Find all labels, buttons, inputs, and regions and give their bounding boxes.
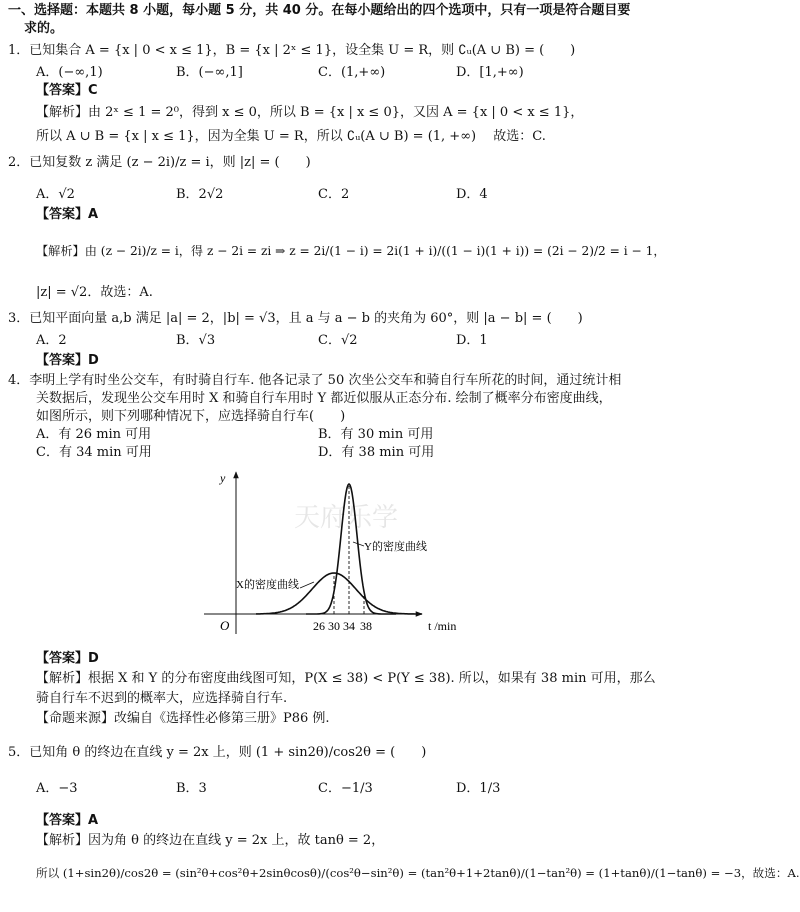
q4-analysis-1: 【解析】根据 X 和 Y 的分布密度曲线图可知，P(X ≤ 38) < P(Y ≤ 38). 所以，如果有 38 min 可用，那么 [36, 671, 656, 686]
q5-option-d: D．1/3 [456, 781, 501, 796]
q2-option-a: A．√2 [36, 187, 75, 202]
q5-answer: 【答案】A [36, 813, 99, 828]
q4-option-a: A．有 26 min 可用 [36, 427, 152, 442]
q4-analysis-2: 骑自行车不迟到的概率大，应选择骑自行车. [36, 691, 288, 706]
q2-stem: 2．已知复数 z 满足 (z − 2i)/z = i，则 |z| = ( ) [8, 155, 311, 170]
section-header-line1: 一、选择题：本题共 8 小题，每小题 5 分，共 40 分。在每小题给出的四个选项中，只有一项是符合题目要 [8, 3, 631, 18]
q2-analysis-2: |z| = √2．故选：A. [36, 285, 153, 300]
q2-option-b: B．2√2 [176, 187, 224, 202]
q4-x-curve-label: X的密度曲线 [236, 579, 299, 591]
q4-origin-label: O [220, 618, 230, 633]
q5-analysis-2: 所以 (1+sin2θ)/cos2θ = (sin²θ+cos²θ+2sinθcosθ)/(cos²θ−sin²θ) = (tan²θ+1+2tanθ)/(1−tan²θ) = (1+tanθ)/(1−tanθ) = −3，故选：A. [36, 866, 800, 880]
q5-stem: 5．已知角 θ 的终边在直线 y = 2x 上，则 (1 + sin2θ)/cos2θ = ( ) [8, 745, 427, 760]
q1-option-b: B．(−∞,1] [176, 65, 243, 80]
section-header-line2: 求的。 [24, 21, 64, 36]
q2-option-d: D．4 [456, 187, 488, 202]
q4-y-axis-label: y [220, 471, 226, 485]
q1-option-a: A．(−∞,1) [36, 65, 103, 80]
q4-source: 【命题来源】改编自《选择性必修第三册》P86 例. [36, 711, 330, 726]
q4-answer: 【答案】D [36, 651, 99, 666]
q4-option-d: D．有 38 min 可用 [318, 445, 435, 460]
q5-option-b: B．3 [176, 781, 207, 796]
q1-analysis-1: 【解析】由 2ˣ ≤ 1 = 2⁰，得到 x ≤ 0，所以 B = {x | x ≤ 0}，又因 A = {x | 0 < x ≤ 1}， [36, 105, 584, 120]
q3-option-c: C．√2 [318, 333, 358, 348]
q2-analysis-1: 【解析】由 (z − 2i)/z = i，得 z − 2i = zi ⇒ z = 2i/(1 − i) = 2i(1 + i)/((1 − i)(1 + i)) = (2i − 2)/2 = i − 1， [36, 244, 666, 258]
q4-density-figure [196, 464, 466, 644]
q5-analysis-1: 【解析】因为角 θ 的终边在直线 y = 2x 上，故 tanθ = 2， [36, 833, 385, 848]
q1-option-d: D．[1,+∞) [456, 65, 524, 80]
q4-stem-1: 4．李明上学有时坐公交车，有时骑自行车. 他各记录了 50 次坐公交车和骑自行车所花的时间，通过统计相 [8, 373, 622, 388]
q4-option-c: C．有 34 min 可用 [36, 445, 152, 460]
q1-analysis-2: 所以 A ∪ B = {x | x ≤ 1}，因为全集 U = R，所以 ∁ᵤ(A ∪ B) = (1, +∞) 故选：C. [36, 129, 546, 144]
q4-x-axis-label: t /min [428, 619, 457, 633]
q1-answer: 【答案】C [36, 83, 98, 98]
q4-tick-30: 30 [328, 619, 340, 633]
q3-stem: 3．已知平面向量 a,b 满足 |a| = 2，|b| = √3，且 a 与 a − b 的夹角为 60°，则 |a − b| = ( ) [8, 311, 583, 326]
q3-option-a: A．2 [36, 333, 67, 348]
q4-stem-3: 如图所示，则下列哪种情况下，应选择骑自行车( ) [36, 409, 346, 424]
q4-x-label-leader [300, 582, 314, 588]
q4-option-b: B．有 30 min 可用 [318, 427, 434, 442]
q1-stem: 1．已知集合 A = {x | 0 < x ≤ 1}，B = {x | 2ˣ ≤ 1}，设全集 U = R，则 ∁ᵤ(A ∪ B) = ( ) [8, 43, 576, 58]
q4-y-curve-label: Y的密度曲线 [364, 541, 427, 553]
q1-option-c: C．(1,+∞) [318, 65, 386, 80]
q3-option-d: D．1 [456, 333, 488, 348]
q5-option-c: C．−1/3 [318, 781, 373, 796]
q3-option-b: B．√3 [176, 333, 216, 348]
q4-tick-26: 26 [313, 619, 325, 633]
q4-stem-2: 关数据后，发现坐公交车用时 X 和骑自行车用时 Y 都近似服从正态分布. 绘制了概率分布密度曲线， [36, 391, 612, 406]
q5-option-a: A．−3 [36, 781, 78, 796]
q4-watermark: 天府乐学 [293, 503, 399, 532]
q2-option-c: C．2 [318, 187, 350, 202]
q4-tick-38: 38 [360, 619, 372, 633]
q3-answer: 【答案】D [36, 353, 99, 368]
q4-tick-34: 34 [343, 619, 355, 633]
q2-answer: 【答案】A [36, 207, 99, 222]
